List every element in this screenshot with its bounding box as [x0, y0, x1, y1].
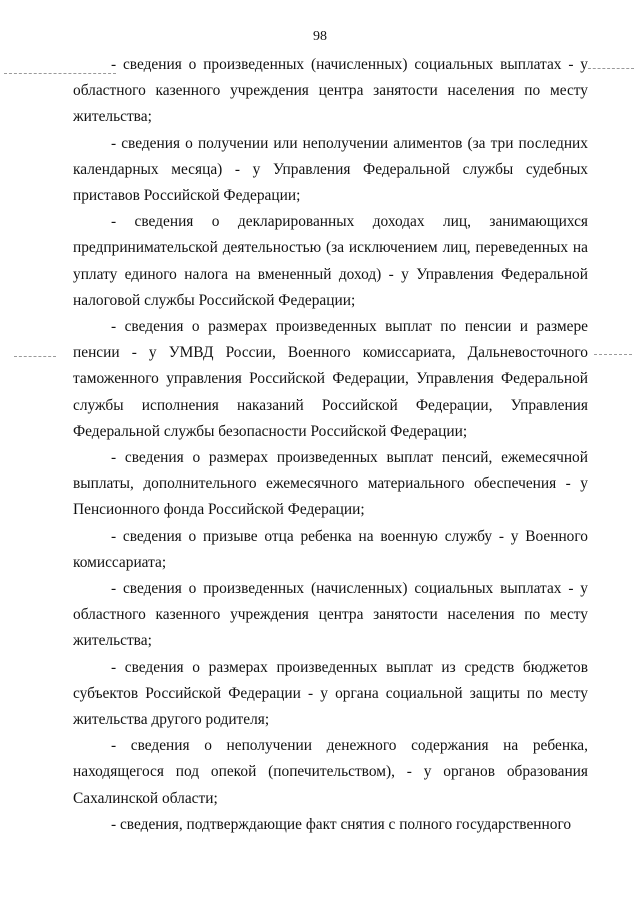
- paragraph: - сведения о размерах произведенных выплат пенсий, ежемесячной выплаты, дополнительного ежемесячного материального обеспечения - у Пенсионного фонда Российской Федерации;: [73, 449, 588, 519]
- page-number: 98: [313, 29, 327, 44]
- paragraph: - сведения о призыве отца ребенка на военную службу - у Военного комиссариата;: [73, 527, 588, 571]
- paragraph: - сведения о размерах произведенных выплат из средств бюджетов субъектов Российской Федерации - у органа социальной защиты по месту жительства другого родителя;: [73, 658, 588, 729]
- paragraph: - сведения о произведенных (начисленных) социальных выплатах - у областного казенного учреждения центра занятости населения по месту жительства;: [73, 56, 588, 126]
- paragraph: - сведения о получении или неполучении алиментов (за три последних календарных месяца) - у Управления Федеральной службы судебных приставов Российской Федерации;: [73, 134, 588, 205]
- paragraph: - сведения о произведенных (начисленных) социальных выплатах - у областного казенного учреждения центра занятости населения по месту жительства;: [73, 580, 588, 650]
- paragraph: - сведения о неполучении денежного содержания на ребенка, находящегося под опекой (попечительством), - у органов образования Сахалинской области;: [73, 737, 588, 807]
- document-body: [73, 52, 588, 838]
- scan-artifact-right: [588, 68, 634, 70]
- paragraph: - сведения о декларированных доходах лиц, занимающихся предпринимательской деятельностью (за исключением лиц, переведенных на уплату единого налога на вмененный доход) - у Управления Федеральной налоговой службы Российской Федерации;: [73, 213, 588, 309]
- paragraph: - сведения, подтверждающие факт снятия с полного государственного: [111, 815, 572, 833]
- scan-artifact-right-lower: [594, 354, 632, 356]
- paragraph: - сведения о размерах произведенных выплат по пенсии и размере пенсии - у УМВД России, Военного комиссариата, Дальневосточного таможенного управления Российской Федерации, Управления Федеральной службы исполнения наказаний Российской Федерации, Управления Федеральной службы безопасности Российской Федерации;: [73, 318, 588, 440]
- scan-artifact-left-lower: [14, 356, 56, 358]
